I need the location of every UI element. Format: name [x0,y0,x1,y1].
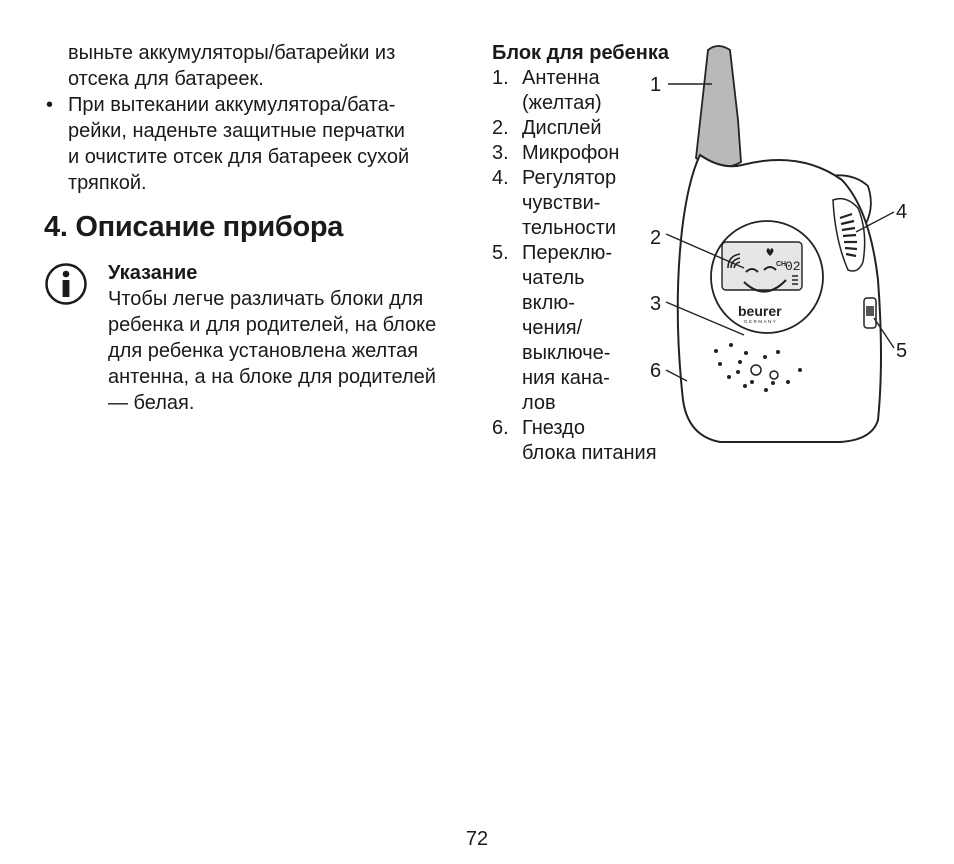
bullet-line: При вытекании аккумулятора/бата- [68,94,396,116]
legend-line: Гнездо [522,417,585,439]
legend-number: 2. [492,117,509,139]
section-title: 4. Описание прибора [44,211,344,243]
brand-logo: beurer [738,303,782,319]
note-line: ребенка и для родителей, на блоке [108,314,437,336]
bullet-item [44,92,464,196]
callout-4: 4 [896,201,908,223]
legend-title: Блок для ребенка [492,42,669,64]
legend-line: Микрофон [522,142,620,164]
note-title: Указание [108,262,198,284]
legend-line: лов [522,392,556,414]
callout-1: 1 [650,74,662,96]
legend-line: блока питания [522,442,657,464]
info-icon [44,262,88,306]
legend-line: Регулятор [522,167,617,189]
left-column [44,40,464,416]
continuation-line: отсека для батареек. [68,68,264,90]
legend-line: ния кана- [522,367,610,389]
legend-number: 6. [492,417,509,439]
legend-number: 3. [492,142,509,164]
antenna [696,46,741,167]
legend-line: тельности [522,217,616,239]
callout-2: 2 [650,227,662,249]
legend-line: Дисплей [522,117,602,139]
legend-line: вклю- [522,292,575,314]
brand-sub: GERMANY [744,319,778,324]
baby-unit-illustration [640,40,920,480]
legend-line: чатель [522,267,585,289]
note-line: для ребенка установлена желтая [108,340,419,362]
legend-line: Переклю- [522,242,613,264]
callout-5: 5 [896,340,908,362]
note-line: Чтобы легче различать блоки для [108,288,424,310]
legend-line: чения/ [522,317,583,339]
legend-number: 5. [492,242,509,264]
continuation-line: выньте аккумуляторы/батарейки из [68,42,396,64]
legend-line: чувстви- [522,192,601,214]
callout-6: 6 [650,360,662,382]
legend-line: выключе- [522,342,611,364]
bullet-line: рейки, наденьте защитные перчатки [68,120,405,142]
note-line: антенна, а на блоке для родителей [108,366,436,388]
page-number: 72 [465,828,489,850]
callout-3: 3 [650,293,662,315]
legend-line: (желтая) [522,92,602,114]
legend-number: 4. [492,167,509,189]
bullet-dot: • [46,94,54,116]
bullet-line: и очистите отсек для батареек сухой [68,146,410,168]
display-channel-label: CH [776,261,787,268]
bullet-line: тряпкой. [68,172,147,194]
note-box [44,260,464,416]
display-channel-number: 02 [785,259,801,274]
channel-switch [864,298,876,328]
legend-line: Антенна [522,67,600,89]
note-line: — белая. [108,392,195,414]
legend-number: 1. [492,67,509,89]
